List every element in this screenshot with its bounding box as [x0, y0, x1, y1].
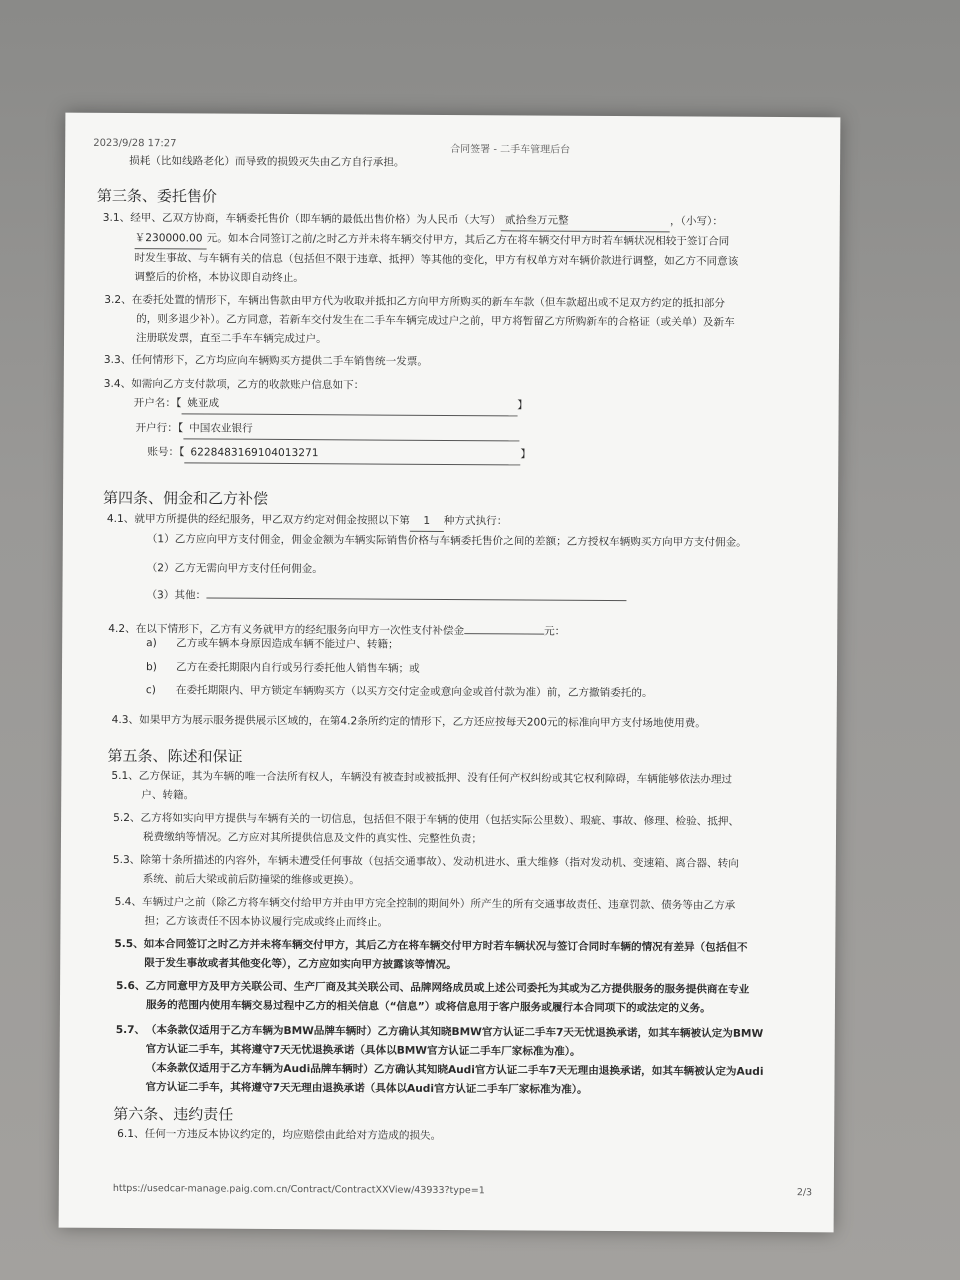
- clause-text: （本条款仅适用于乙方车辆为BMW品牌车辆时）乙方确认其知晓BMW官方认证二手车7天无忧退换承诺，如其车辆被认定为BMW: [145, 1024, 764, 1040]
- clause-text: 担；乙方该责任不因本协议履行完成或终止而终止。: [144, 915, 389, 929]
- clause-5-6: [116, 977, 828, 1019]
- item-label: c): [145, 684, 156, 697]
- item-b: [146, 658, 420, 679]
- clause-number: 5.5、: [114, 937, 144, 951]
- clause-text: 就甲方所提供的经纪服务，甲乙双方约定对佣金按照以下第: [134, 513, 410, 527]
- clause-text: 如需向乙方支付款项，乙方的收款账户信息如下：: [131, 378, 365, 392]
- clause-text: 元：: [544, 625, 566, 638]
- option-3: [146, 585, 626, 608]
- clause-5-5: [114, 935, 826, 977]
- clause-text: 任何情形下，乙方均应向车辆购买方提供二手车销售统一发票。: [131, 354, 429, 368]
- clause-4-3: [112, 711, 706, 734]
- account-number-row: [147, 443, 531, 465]
- clause-text: 官方认证二手车，其将遵守7天无理由退换承诺（具体以Audi官方认证二手车厂家标准为准）。: [145, 1081, 588, 1096]
- clause-5-7: [115, 1021, 827, 1101]
- clause-number: 5.1、: [111, 769, 139, 783]
- clause-text: 乙方将如实向甲方提供与车辆有关的一切信息，包括但不限于车辆的使用（包括实际公里数）、瑕疵、事故、修理、检验、抵押、: [140, 812, 740, 828]
- clause-number: 5.4、: [114, 895, 143, 909]
- section-6-title: 第六条、违约责任: [113, 1104, 234, 1124]
- clause-text: （本条款仅适用于乙方车辆为Audi品牌车辆时）乙方确认其知晓Audi官方认证二手车7天无理由退换承诺，如其车辆被认定为Audi: [145, 1062, 764, 1078]
- print-datetime: 2023/9/28 17:27: [93, 137, 177, 150]
- account-number-label: 账号：【: [147, 446, 185, 459]
- clause-text: 如本合同签订之时乙方并未将车辆交付甲方，其后乙方在将车辆交付甲方时若车辆状况与签订合同时车辆的情况有差异（包括但不: [143, 938, 748, 954]
- account-bank-field: 中国农业银行: [183, 419, 519, 441]
- clause-text: 限于发生事故或者其他变化等），乙方应如实向甲方披露该等情况。: [144, 957, 457, 972]
- account-bank-row: [135, 419, 519, 441]
- clause-number: 3.1、: [102, 211, 131, 225]
- clause-text: ，（小写）：: [669, 215, 723, 228]
- section-4-title: 第四条、佣金和乙方补偿: [103, 488, 269, 508]
- clause-3-3: [104, 351, 428, 372]
- clause-3-1-line-3: 时发生事故、与车辆有关的信息（包括但不限于违章、抵押）等其他的变化，甲方有权单方对车辆价款进行调整，如乙方不同意该: [134, 252, 739, 268]
- clause-number: 5.7、: [115, 1023, 146, 1037]
- clause-number: 4.3、: [111, 713, 140, 727]
- clause-text: 的，则多退少补）。乙方同意，若新车交付发生在二手车车辆完成过户之前，甲方将暂留乙方所购新车的合格证（或关单）及新车: [136, 313, 735, 329]
- print-page-title: 合同签署 - 二手车管理后台: [450, 143, 571, 156]
- page-number: 2/3: [796, 1187, 813, 1199]
- clause-text: 乙方保证，其为车辆的唯一合法所有权人，车辆没有被查封或被抵押、没有任何产权纠纷或其它权利障碍，车辆能够依法办理过: [138, 770, 733, 786]
- clause-text: 元。如本合同签订之前/之时乙方并未将车辆交付甲方，其后乙方在将车辆交付甲方时若车辆状况相较于签订合同: [206, 232, 730, 248]
- clause-5-2: [113, 809, 823, 851]
- section-3-title: 第三条、委托售价: [96, 186, 217, 206]
- account-bank-label: 开户行：【: [135, 422, 184, 435]
- option-3-field: [206, 586, 626, 602]
- option-1: （1）乙方应向甲方支付佣金，佣金金额为车辆实际销售价格与车辆委托售价之间的差额；乙方授权车辆购买方向甲方支付佣金。: [146, 533, 747, 549]
- clause-3-1-line-4: 调整后的价格，本协议即自动终止。: [134, 271, 304, 285]
- option-3-label: （3）其他：: [146, 589, 207, 602]
- clause-4-1: [107, 510, 508, 532]
- compensation-amount-field: [464, 621, 544, 634]
- clause-3-2: [104, 291, 824, 352]
- item-text: 乙方在委托期限内自行或另行委托他人销售车辆；或: [175, 661, 420, 675]
- clause-number: 3.4、: [103, 377, 132, 391]
- top-line: 损耗（比如线路老化）而导致的损毁灭失由乙方自行承担。: [129, 155, 405, 169]
- clause-text: 税费缴纳等情况。乙方应对其所提供信息及文件的真实性、完整性负责；: [142, 831, 483, 846]
- clause-number: 4.2、: [108, 622, 136, 636]
- clause-number: 5.2、: [113, 811, 141, 825]
- item-a: [146, 634, 399, 655]
- account-number-field: 6228483169104013271: [184, 443, 520, 465]
- clause-text: 户、转籍。: [141, 789, 195, 802]
- item-text: 在委托期限内、甲方锁定车辆购买方（以买方交付定金或意向金或首付款为准）前，乙方撤销委托的。: [175, 684, 653, 700]
- account-name-field: 姚亚成: [181, 394, 517, 416]
- clause-3-1: [102, 209, 822, 291]
- section-5-title: 第五条、陈述和保证: [107, 746, 243, 766]
- clause-text: 乙方同意甲方及甲方关联公司、生产厂商及其关联公司、品牌网络成员或上述公司委托为其或为乙方提供服务的服务提供商在专业: [145, 980, 750, 996]
- print-url: https://usedcar-manage.paig.com.cn/Contract/ContractXXView/43933?type=1: [112, 1182, 485, 1197]
- clause-text: 服务的范围内使用车辆交易过程中乙方的相关信息（“信息”）或将信息用于客户服务或履行本合同项下的或法定的义务。: [145, 999, 711, 1015]
- clause-text: 在委托处置的情形下，车辆出售款由甲方代为收取并抵扣乙方向甲方所购买的新车车款（但车款超出或不足双方约定的抵扣部分: [131, 294, 725, 310]
- clause-6-1: [117, 1125, 441, 1146]
- account-name-row: [134, 394, 528, 416]
- clause-text: 官方认证二手车，其将遵守7天无忧退换承诺（具体以BMW官方认证二手车厂家标准为准）。: [145, 1043, 581, 1058]
- clause-text: 经甲、乙双方协商，车辆委托售价（即车辆的最低出售价格）为人民币（大写）: [130, 212, 502, 227]
- clause-number: 3.2、: [104, 293, 132, 307]
- clause-3-4: [104, 375, 365, 396]
- item-label: a): [146, 637, 157, 650]
- clause-text: 注册联发票，直至二手车车辆完成过户。: [136, 332, 327, 346]
- price-lower-field: ￥230000.00: [135, 229, 207, 249]
- clause-text: 在以下情形下，乙方有义务就甲方的经纪服务向甲方一次性支付补偿金: [135, 623, 465, 638]
- close-bracket: 】: [520, 448, 532, 461]
- item-text: 乙方或车辆本身原因造成车辆不能过户、转籍；: [176, 637, 399, 651]
- clause-number: 3.3、: [103, 353, 132, 367]
- clause-number: 5.6、: [116, 979, 146, 993]
- contract-page: [59, 113, 841, 1233]
- clause-5-3: [113, 851, 823, 893]
- clause-5-4: [114, 893, 824, 935]
- account-name-label: 开户名：【: [133, 397, 182, 410]
- clause-text: 车辆过户之前（除乙方将车辆交付给甲方并由甲方完全控制的期间外）所产生的所有交通事故责任、违章罚款、债务等由乙方承: [142, 896, 736, 912]
- option-2: （2）乙方无需向甲方支付任何佣金。: [146, 562, 323, 576]
- clause-5-1: [111, 767, 821, 809]
- clause-text: 任何一方违反本协议约定的，均应赔偿由此给对方造成的损失。: [144, 1128, 442, 1142]
- clause-text: 种方式执行：: [443, 514, 508, 528]
- commission-option-field: 1: [410, 512, 444, 532]
- item-label: b): [145, 661, 157, 674]
- clause-number: 6.1、: [117, 1127, 145, 1141]
- clause-number: 5.3、: [112, 853, 141, 867]
- clause-number: 4.1、: [106, 512, 135, 526]
- item-c: [146, 681, 653, 703]
- price-upper-field: 贰拾叁万元整: [501, 211, 670, 232]
- close-bracket: 】: [517, 399, 528, 412]
- clause-text: 系统、前后大梁或前后防撞梁的维修或更换）。: [142, 873, 360, 887]
- clause-text: 如果甲方为展示服务提供展示区域的，在第4.2条所约定的情形下，乙方还应按每天200元的标准向甲方支付场地使用费。: [139, 714, 706, 730]
- clause-text: 除第十条所描述的内容外，车辆未遭受任何事故（包括交通事故）、发动机进水、重大维修（指对发动机、变速箱、离合器、转向: [140, 854, 739, 870]
